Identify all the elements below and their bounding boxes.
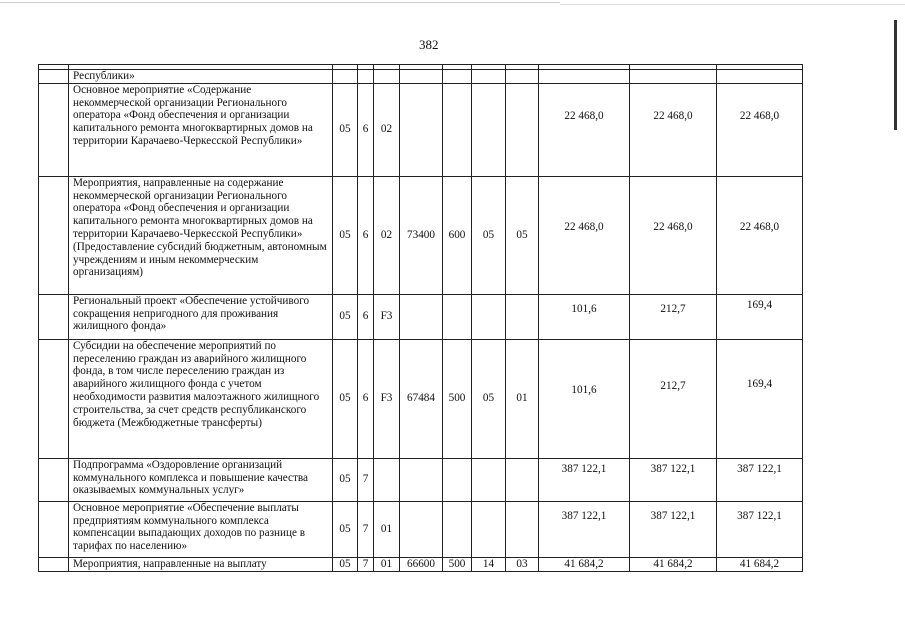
code-cell [443,458,472,501]
amount-cell: 387 122,1 [539,458,630,501]
amount-cell: 387 122,1 [630,458,717,501]
amount-cell: 22 468,0 [539,176,630,294]
code-cell: 500 [443,339,472,458]
code-cell: 05 [333,339,358,458]
row-marker-cell [39,557,69,571]
row-marker-cell [39,339,69,458]
amount-cell: 212,7 [630,339,717,458]
table-row [39,458,803,501]
row-marker-cell [39,458,69,501]
code-cell [400,458,443,501]
amount-cell: 101,6 [539,339,630,458]
amount-cell: 41 684,2 [630,557,717,571]
code-cell: 500 [443,557,472,571]
code-cell [400,70,443,84]
code-cell: 01 [374,501,400,557]
code-cell: 67484 [400,339,443,458]
scan-artifact-line [560,4,905,5]
code-cell: F3 [374,294,400,339]
code-cell [374,458,400,501]
amount-cell: 169,4 [717,339,803,458]
amount-cell: 387 122,1 [717,501,803,557]
code-cell: F3 [374,339,400,458]
code-cell: 66600 [400,557,443,571]
amount-cell [630,70,717,84]
amount-cell: 41 684,2 [717,557,803,571]
code-cell [443,83,472,176]
row-name: Региональный проект «Обеспечение устойчивого сокращения непригодного для проживания жилищного фонда» [69,294,333,339]
code-cell [506,294,539,339]
code-cell [443,294,472,339]
code-cell [400,294,443,339]
code-cell: 01 [374,557,400,571]
row-marker-cell [39,294,69,339]
amount-cell: 22 468,0 [717,176,803,294]
code-cell [400,83,443,176]
amount-cell: 387 122,1 [630,501,717,557]
amount-cell: 387 122,1 [539,501,630,557]
row-name: Основное мероприятие «Обеспечение выплаты предприятиям коммунального комплекса компенсации выпадающих доходов по разнице в тарифах по населению» [69,501,333,557]
code-cell: 7 [358,501,374,557]
code-cell: 600 [443,176,472,294]
row-name: Мероприятия, направленные на выплату [69,557,333,571]
code-cell: 05 [472,176,506,294]
code-cell [358,70,374,84]
table-row [39,557,803,571]
code-cell: 01 [506,339,539,458]
code-cell [443,70,472,84]
code-cell [506,501,539,557]
code-cell: 7 [358,557,374,571]
code-cell: 6 [358,294,374,339]
code-cell [472,294,506,339]
amount-cell: 41 684,2 [539,557,630,571]
table-row [39,501,803,557]
row-marker-cell [39,501,69,557]
code-cell [506,83,539,176]
scan-edge-mark [894,20,897,130]
row-marker-cell [39,70,69,84]
code-cell [472,70,506,84]
row-marker-cell [39,176,69,294]
code-cell: 7 [358,458,374,501]
code-cell [333,70,358,84]
code-cell: 05 [333,557,358,571]
table-row [39,83,803,176]
code-cell: 14 [472,557,506,571]
code-cell [374,70,400,84]
row-name: Республики» [69,70,333,84]
amount-cell: 22 468,0 [539,83,630,176]
page-number: 382 [419,37,439,52]
amount-cell: 212,7 [630,294,717,339]
code-cell [506,458,539,501]
code-cell [472,501,506,557]
code-cell [506,70,539,84]
code-cell [472,83,506,176]
code-cell: 6 [358,339,374,458]
scan-artifact-line [0,2,560,3]
code-cell: 02 [374,83,400,176]
row-name: Основное мероприятие «Содержание некоммерческой организации Регионального оператора «Фонд обеспечения и организации капитального ремонта многоквартирных домов на территории Карачаево-Черкесской Республики» [69,83,333,176]
amount-cell [717,70,803,84]
amount-cell: 101,6 [539,294,630,339]
code-cell [472,458,506,501]
amount-cell: 22 468,0 [630,176,717,294]
code-cell: 03 [506,557,539,571]
code-cell: 05 [472,339,506,458]
code-cell: 05 [333,176,358,294]
code-cell: 02 [374,176,400,294]
budget-table [38,64,803,572]
amount-cell: 169,4 [717,294,803,339]
amount-cell [539,70,630,84]
table-row [39,176,803,294]
code-cell: 6 [358,176,374,294]
code-cell: 05 [333,501,358,557]
code-cell: 6 [358,83,374,176]
table-row [39,70,803,84]
row-name: Подпрограмма «Оздоровление организаций коммунального комплекса и повышение качества оказываемых коммунальных услуг» [69,458,333,501]
code-cell: 05 [333,294,358,339]
amount-cell: 22 468,0 [630,83,717,176]
code-cell [400,501,443,557]
amount-cell: 387 122,1 [717,458,803,501]
table-row [39,339,803,458]
code-cell [443,501,472,557]
row-name: Субсидии на обеспечение мероприятий по переселению граждан из аварийного жилищного фонда, в том числе переселению граждан из аварийного жилищного фонда с учетом необходимости развития малоэтажного жилищного строительства, за счет средств республиканского бюджета (Межбюджетные трансферты) [69,339,333,458]
code-cell: 73400 [400,176,443,294]
code-cell: 05 [333,458,358,501]
amount-cell: 22 468,0 [717,83,803,176]
row-marker-cell [39,83,69,176]
code-cell: 05 [333,83,358,176]
row-name: Мероприятия, направленные на содержание некоммерческой организации Регионального оператора «Фонд обеспечения и организации капитального ремонта многоквартирных домов на территории Карачаево-Черкесской Республики» (Предоставление субсидий бюджетным, автономным учреждениям и иным некоммерческим организациям) [69,176,333,294]
code-cell: 05 [506,176,539,294]
table-row [39,294,803,339]
